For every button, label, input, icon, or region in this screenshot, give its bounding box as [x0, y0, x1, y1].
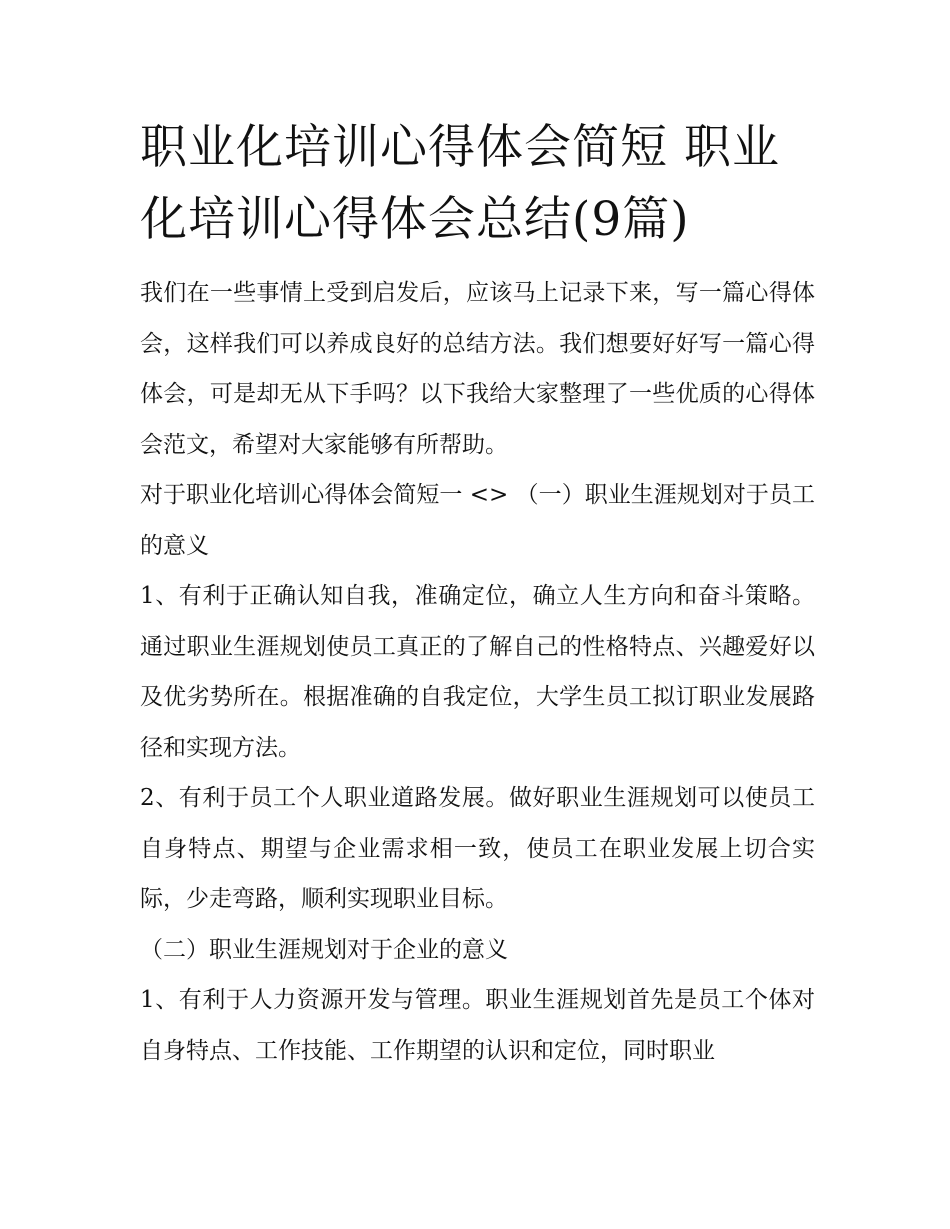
intro-paragraph: 我们在一些事情上受到启发后，应该马上记录下来，写一篇心得体会，这样我们可以养成良好的总结方法。我们想要好好写一篇心得体会，可是却无从下手吗？以下我给大家整理了一些优质的心得体会范文，希望对大家能够有所帮助。 [140, 280, 815, 458]
point-three-paragraph: 1、有利于人力资源开发与管理。职业生涯规划首先是员工个体对自身特点、工作技能、工作期望的认识和定位，同时职业 [140, 987, 815, 1064]
section-heading-two: （二）职业生涯规划对于企业的意义 [140, 936, 508, 963]
document-page [140, 112, 815, 1076]
point-two-paragraph: 2、有利于员工个人职业道路发展。做好职业生涯规划可以使员工自身特点、期望与企业需求相一致，使员工在职业发展上切合实际，少走弯路，顺利实现职业目标。 [140, 785, 815, 912]
document-title: 职业化培训心得体会简短 职业化培训心得体会总结(9篇) [140, 120, 780, 247]
section-heading-one: 对于职业化培训心得体会简短一 <> （一）职业生涯规划对于员工的意义 [140, 482, 815, 559]
point-one-paragraph: 1、有利于正确认知自我，准确定位，确立人生方向和奋斗策略。通过职业生涯规划使员工真正的了解自己的性格特点、兴趣爱好以及优劣势所在。根据准确的自我定位，大学生员工拟订职业发展路径和实现方法。 [140, 583, 815, 761]
